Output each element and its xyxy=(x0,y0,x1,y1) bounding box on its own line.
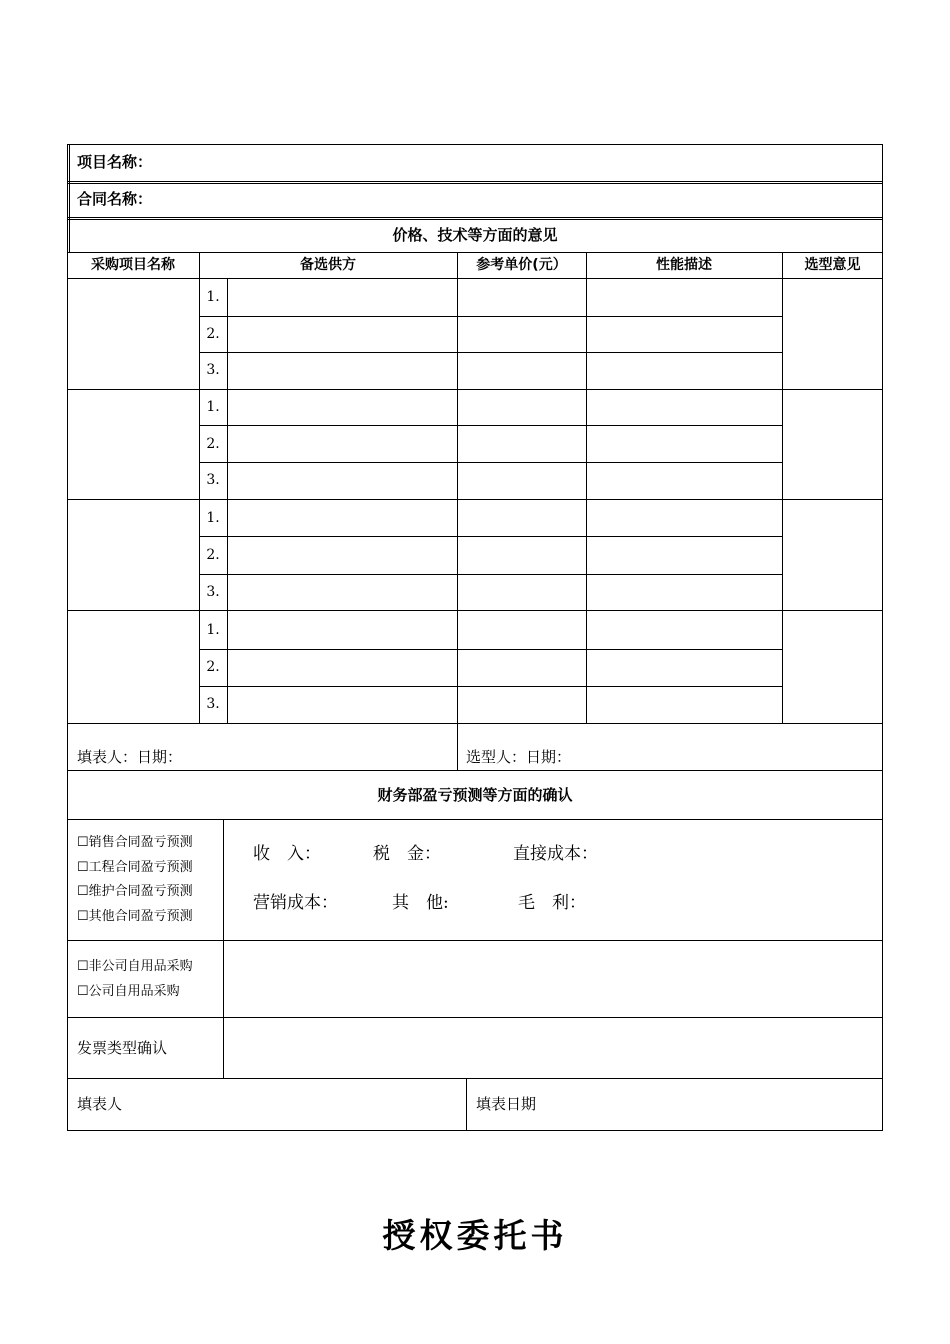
col-divider xyxy=(782,252,783,723)
sub-row-line xyxy=(199,352,782,353)
authorization-letter-title: 授权委托书 xyxy=(382,1216,568,1255)
sales-contract-forecast-checkbox[interactable]: ☐销售合同盈亏预测 xyxy=(77,835,193,850)
row-number: 3. xyxy=(206,584,220,600)
sub-row-line xyxy=(199,536,782,537)
column-header-performance: 性能描述 xyxy=(656,257,712,273)
finance-label-divider xyxy=(223,819,224,1078)
row-number: 1. xyxy=(206,622,220,638)
fill-date-label: 填表日期 xyxy=(476,1095,537,1113)
revenue-label: 收 入： xyxy=(253,844,321,864)
opinion-section-title: 价格、技术等方面的意见 xyxy=(392,226,558,244)
divider xyxy=(67,1017,883,1018)
number-col-divider xyxy=(227,278,228,723)
non-self-use-purchase-checkbox[interactable]: ☐非公司自用品采购 xyxy=(77,959,193,974)
row-number: 1. xyxy=(206,399,220,415)
form-filler-label: 填表人 xyxy=(77,1095,123,1113)
filler-date-label: 填表人：日期： xyxy=(77,748,183,766)
sub-row-line xyxy=(199,574,782,575)
row-number: 1. xyxy=(206,289,220,305)
sub-row-line xyxy=(199,686,782,687)
marketing-cost-label: 营销成本： xyxy=(253,893,338,913)
group-line xyxy=(67,723,883,724)
maintenance-contract-forecast-checkbox[interactable]: ☐维护合同盈亏预测 xyxy=(77,884,193,899)
border-left xyxy=(67,144,68,1131)
row-number: 2. xyxy=(206,547,220,563)
row-number: 2. xyxy=(206,326,220,342)
divider xyxy=(67,1078,883,1079)
sub-row-line xyxy=(199,462,782,463)
column-header-unit-price: 参考单价(元） xyxy=(476,257,567,273)
sub-row-line xyxy=(199,316,782,317)
group-line xyxy=(67,610,883,611)
divider xyxy=(67,183,883,184)
row-number: 1. xyxy=(206,510,220,526)
divider xyxy=(67,278,883,279)
divider xyxy=(67,819,883,820)
border-top xyxy=(67,144,883,145)
divider xyxy=(67,770,883,771)
sub-row-line xyxy=(199,649,782,650)
procurement-selection-form xyxy=(67,144,883,1131)
row-number: 3. xyxy=(206,696,220,712)
contract-name-label: 合同名称： xyxy=(77,190,153,208)
direct-cost-label: 直接成本： xyxy=(513,844,598,864)
row-number: 3. xyxy=(206,472,220,488)
sub-row-line xyxy=(199,425,782,426)
group-line xyxy=(67,499,883,500)
project-name-label: 项目名称： xyxy=(77,153,153,171)
row-number: 2. xyxy=(206,659,220,675)
col-divider xyxy=(457,252,458,770)
engineering-contract-forecast-checkbox[interactable]: ☐工程合同盈亏预测 xyxy=(77,860,193,875)
final-row-divider xyxy=(466,1078,467,1131)
finance-section-title: 财务部盈亏预测等方面的确认 xyxy=(377,786,573,804)
divider xyxy=(67,181,883,182)
border-right xyxy=(882,144,883,1131)
selector-date-label: 选型人：日期： xyxy=(466,748,572,766)
tax-label: 税 金： xyxy=(373,844,441,864)
divider xyxy=(67,217,883,218)
group-line xyxy=(67,389,883,390)
border-bottom xyxy=(67,1130,883,1131)
divider xyxy=(67,252,883,253)
divider xyxy=(67,940,883,941)
col-divider xyxy=(586,252,587,723)
divider xyxy=(67,219,883,220)
col-divider xyxy=(199,252,200,723)
row-number: 2. xyxy=(206,436,220,452)
other-label: 其 他: xyxy=(392,893,449,913)
row-number: 3. xyxy=(206,362,220,378)
self-use-purchase-checkbox[interactable]: ☐公司自用品采购 xyxy=(77,984,180,999)
invoice-type-label: 发票类型确认 xyxy=(77,1039,168,1057)
other-contract-forecast-checkbox[interactable]: ☐其他合同盈亏预测 xyxy=(77,909,193,924)
column-header-supplier: 备选供方 xyxy=(300,257,356,273)
column-header-item-name: 采购项目名称 xyxy=(91,257,175,273)
column-header-selection-opinion: 选型意见 xyxy=(804,257,861,273)
gross-profit-label: 毛 利： xyxy=(518,893,586,913)
